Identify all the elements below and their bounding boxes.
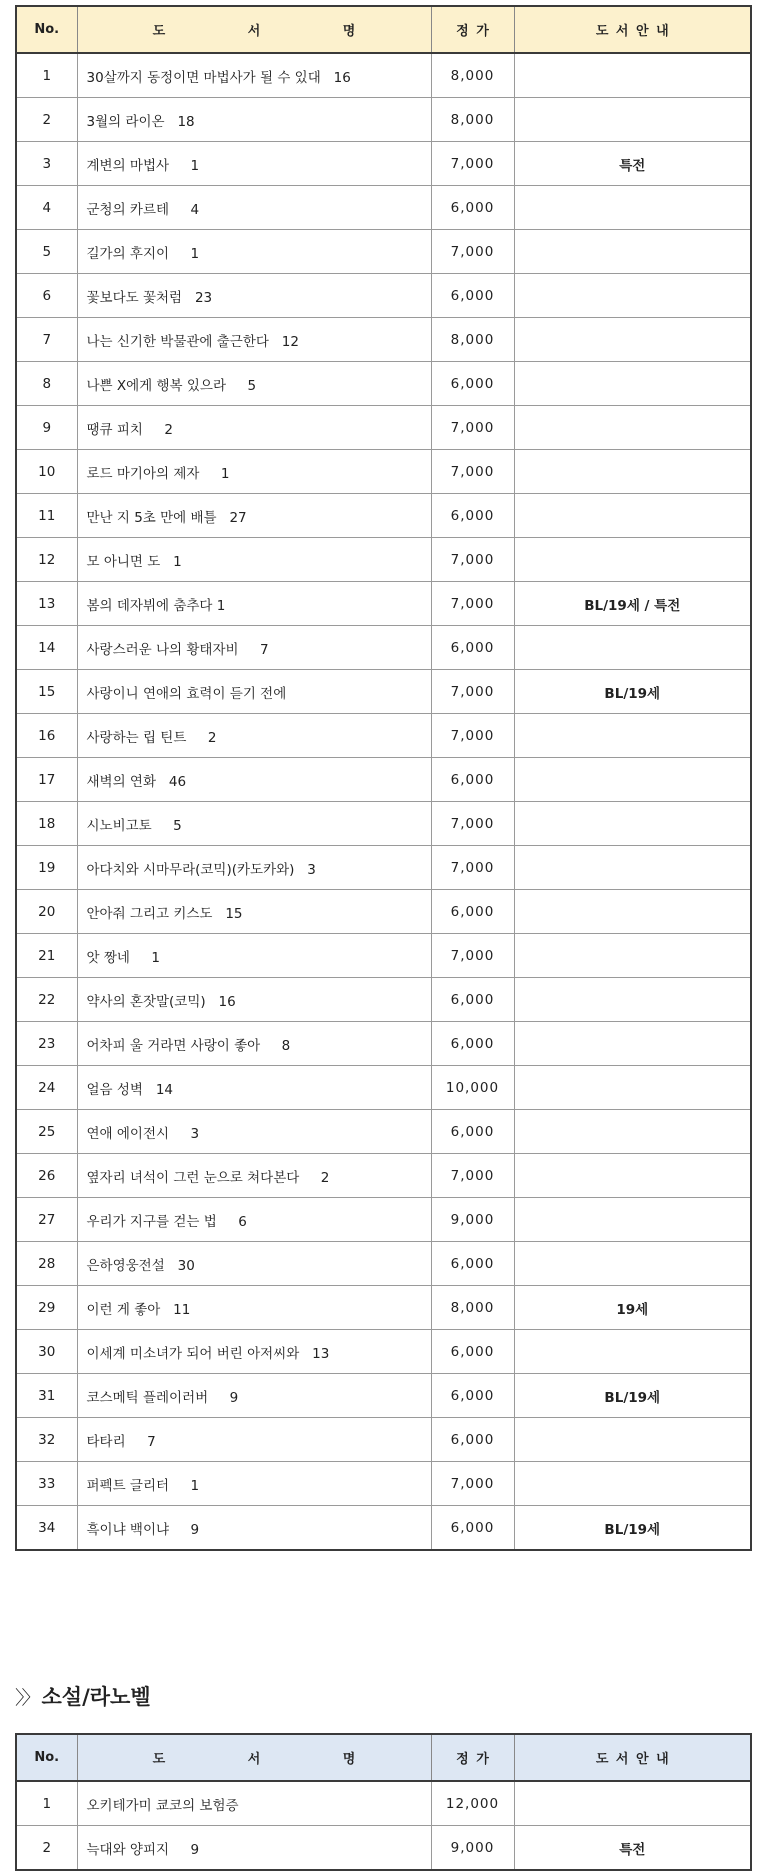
cell-info [514, 494, 751, 538]
cell-info [514, 538, 751, 582]
cell-info [514, 846, 751, 890]
cell-no: 23 [16, 1022, 77, 1066]
cell-price: 6,000 [431, 494, 514, 538]
cell-title: 코스메틱 플레이러버 9 [77, 1374, 431, 1418]
table-row [16, 142, 751, 186]
table-row [16, 450, 751, 494]
cell-no: 31 [16, 1374, 77, 1418]
cell-no: 27 [16, 1198, 77, 1242]
cell-title: 나는 신기한 박물관에 출근한다 12 [77, 318, 431, 362]
cell-no: 2 [16, 1826, 77, 1871]
cell-price: 7,000 [431, 802, 514, 846]
cell-price: 7,000 [431, 538, 514, 582]
novel-section-title: 소설/라노벨 [41, 1685, 151, 1709]
table-row [16, 1110, 751, 1154]
cell-title: 사랑이니 연애의 효력이 듣기 전에 [77, 670, 431, 714]
cell-info [514, 1462, 751, 1506]
table-row [16, 1781, 751, 1826]
cell-no: 24 [16, 1066, 77, 1110]
table-row [16, 318, 751, 362]
cell-info [514, 890, 751, 934]
table-row [16, 362, 751, 406]
cell-no: 1 [16, 53, 77, 98]
cell-info [514, 626, 751, 670]
cell-price: 6,000 [431, 1506, 514, 1551]
cell-info [514, 978, 751, 1022]
table-row [16, 1826, 751, 1871]
cell-info [514, 274, 751, 318]
cell-price: 6,000 [431, 890, 514, 934]
table-row [16, 1066, 751, 1110]
cell-no: 17 [16, 758, 77, 802]
table-row [16, 1242, 751, 1286]
table-row [16, 98, 751, 142]
cell-price: 8,000 [431, 1286, 514, 1330]
cell-info [514, 1330, 751, 1374]
header-title: 도 서 명 [77, 1734, 431, 1781]
cell-no: 19 [16, 846, 77, 890]
cell-info [514, 802, 751, 846]
cell-no: 10 [16, 450, 77, 494]
cell-no: 34 [16, 1506, 77, 1551]
table-row [16, 934, 751, 978]
cell-title: 꽃보다도 꽃처럼 23 [77, 274, 431, 318]
cell-no: 15 [16, 670, 77, 714]
cell-price: 7,000 [431, 1462, 514, 1506]
cell-price: 6,000 [431, 274, 514, 318]
cell-no: 32 [16, 1418, 77, 1462]
cell-price: 6,000 [431, 1418, 514, 1462]
table-row [16, 1198, 751, 1242]
cell-no: 1 [16, 1781, 77, 1826]
cell-price: 6,000 [431, 758, 514, 802]
header-price: 정 가 [431, 6, 514, 53]
cell-price: 6,000 [431, 1374, 514, 1418]
cell-title: 이세계 미소녀가 되어 버린 아저씨와 13 [77, 1330, 431, 1374]
cell-price: 10,000 [431, 1066, 514, 1110]
cell-title: 오키테가미 쿄코의 보험증 [77, 1781, 431, 1826]
cell-no: 2 [16, 98, 77, 142]
cell-no: 14 [16, 626, 77, 670]
cell-price: 6,000 [431, 1330, 514, 1374]
table-row [16, 1022, 751, 1066]
cell-title: 로드 마기아의 제자 1 [77, 450, 431, 494]
cell-price: 6,000 [431, 978, 514, 1022]
table-row [16, 186, 751, 230]
cell-no: 13 [16, 582, 77, 626]
cell-title: 안아줘 그리고 키스도 15 [77, 890, 431, 934]
table-row [16, 53, 751, 98]
table-row [16, 230, 751, 274]
header-info: 도 서 안 내 [514, 1734, 751, 1781]
table-row [16, 758, 751, 802]
cell-title: 땡큐 피치 2 [77, 406, 431, 450]
table-row [16, 1418, 751, 1462]
cell-title: 사랑스러운 나의 황태자비 7 [77, 626, 431, 670]
cell-no: 30 [16, 1330, 77, 1374]
cell-info [514, 362, 751, 406]
cell-info [514, 1066, 751, 1110]
cell-info [514, 98, 751, 142]
cell-price: 7,000 [431, 714, 514, 758]
cell-title: 타타리 7 [77, 1418, 431, 1462]
cell-price: 6,000 [431, 1242, 514, 1286]
double-chevron-right-icon: 〉〉 [15, 1686, 38, 1709]
cell-info [514, 1110, 751, 1154]
cell-title: 은하영웅전설 30 [77, 1242, 431, 1286]
table-row [16, 1154, 751, 1198]
cell-info: BL/19세 [514, 670, 751, 714]
cell-no: 21 [16, 934, 77, 978]
cell-title: 어차피 울 거라면 사랑이 좋아 8 [77, 1022, 431, 1066]
cell-info [514, 934, 751, 978]
cell-info [514, 186, 751, 230]
cell-price: 6,000 [431, 1022, 514, 1066]
cell-title: 길가의 후지이 1 [77, 230, 431, 274]
cell-no: 20 [16, 890, 77, 934]
cell-price: 7,000 [431, 934, 514, 978]
novel-section-heading [15, 1681, 151, 1711]
cell-info [514, 1418, 751, 1462]
table-row [16, 978, 751, 1022]
cell-no: 9 [16, 406, 77, 450]
header-info: 도 서 안 내 [514, 6, 751, 53]
cell-price: 7,000 [431, 230, 514, 274]
table-row [16, 1330, 751, 1374]
table-row [16, 890, 751, 934]
table-row [16, 802, 751, 846]
cell-title: 사랑하는 립 틴트 2 [77, 714, 431, 758]
table-row [16, 1374, 751, 1418]
cell-no: 12 [16, 538, 77, 582]
cell-price: 7,000 [431, 846, 514, 890]
cell-info [514, 1022, 751, 1066]
cell-info [514, 230, 751, 274]
table-row [16, 274, 751, 318]
cell-price: 7,000 [431, 670, 514, 714]
cell-price: 7,000 [431, 582, 514, 626]
cell-price: 8,000 [431, 318, 514, 362]
table-row [16, 1286, 751, 1330]
table-row [16, 494, 751, 538]
cell-no: 29 [16, 1286, 77, 1330]
cell-info [514, 406, 751, 450]
cell-price: 7,000 [431, 406, 514, 450]
cell-no: 16 [16, 714, 77, 758]
comics-table-body [16, 53, 751, 1550]
cell-info [514, 1154, 751, 1198]
cell-no: 11 [16, 494, 77, 538]
cell-price: 6,000 [431, 362, 514, 406]
cell-info [514, 758, 751, 802]
cell-info: BL/19세 / 특전 [514, 582, 751, 626]
cell-no: 5 [16, 230, 77, 274]
cell-title: 봄의 데자뷔에 춤추다 1 [77, 582, 431, 626]
cell-title: 나쁜 X에게 행복 있으라 5 [77, 362, 431, 406]
cell-price: 6,000 [431, 1110, 514, 1154]
cell-title: 퍼펙트 글리터 1 [77, 1462, 431, 1506]
table-row [16, 846, 751, 890]
cell-no: 7 [16, 318, 77, 362]
cell-info: BL/19세 [514, 1374, 751, 1418]
cell-info [514, 53, 751, 98]
cell-title: 군청의 카르테 4 [77, 186, 431, 230]
table-header-row [16, 6, 751, 53]
cell-no: 22 [16, 978, 77, 1022]
cell-info [514, 1781, 751, 1826]
cell-price: 6,000 [431, 186, 514, 230]
cell-no: 6 [16, 274, 77, 318]
cell-title: 우리가 지구를 걷는 법 6 [77, 1198, 431, 1242]
cell-title: 이런 게 좋아 11 [77, 1286, 431, 1330]
cell-info [514, 1198, 751, 1242]
cell-price: 8,000 [431, 53, 514, 98]
cell-title: 얼음 성벽 14 [77, 1066, 431, 1110]
cell-info [514, 318, 751, 362]
cell-info: 특전 [514, 1826, 751, 1871]
header-price: 정 가 [431, 1734, 514, 1781]
cell-info [514, 1242, 751, 1286]
cell-title: 시노비고토 5 [77, 802, 431, 846]
cell-title: 연애 에이전시 3 [77, 1110, 431, 1154]
cell-title: 만난 지 5초 만에 배틀 27 [77, 494, 431, 538]
cell-price: 9,000 [431, 1198, 514, 1242]
cell-no: 3 [16, 142, 77, 186]
cell-no: 25 [16, 1110, 77, 1154]
cell-price: 6,000 [431, 626, 514, 670]
header-no: No. [16, 1734, 77, 1781]
cell-no: 8 [16, 362, 77, 406]
cell-no: 4 [16, 186, 77, 230]
header-no: No. [16, 6, 77, 53]
cell-price: 8,000 [431, 98, 514, 142]
cell-title: 옆자리 녀석이 그런 눈으로 쳐다본다 2 [77, 1154, 431, 1198]
cell-title: 모 아니면 도 1 [77, 538, 431, 582]
novels-table-body [16, 1781, 751, 1870]
table-row [16, 1506, 751, 1551]
cell-price: 7,000 [431, 1154, 514, 1198]
cell-price: 12,000 [431, 1781, 514, 1826]
table-row [16, 1462, 751, 1506]
table-row [16, 538, 751, 582]
table-row [16, 406, 751, 450]
comics-table [15, 5, 752, 1551]
cell-no: 28 [16, 1242, 77, 1286]
cell-title: 흑이냐 백이냐 9 [77, 1506, 431, 1551]
header-title: 도 서 명 [77, 6, 431, 53]
cell-title: 약사의 혼잣말(코믹) 16 [77, 978, 431, 1022]
cell-info: 특전 [514, 142, 751, 186]
cell-info [514, 714, 751, 758]
cell-title: 늑대와 양피지 9 [77, 1826, 431, 1871]
cell-price: 9,000 [431, 1826, 514, 1871]
table-row [16, 714, 751, 758]
cell-no: 33 [16, 1462, 77, 1506]
table-row [16, 626, 751, 670]
cell-info: 19세 [514, 1286, 751, 1330]
novels-table [15, 1733, 752, 1871]
cell-title: 3월의 라이온 18 [77, 98, 431, 142]
table-header-row [16, 1734, 751, 1781]
cell-price: 7,000 [431, 142, 514, 186]
cell-price: 7,000 [431, 450, 514, 494]
table-row [16, 670, 751, 714]
cell-title: 앗 짱네 1 [77, 934, 431, 978]
cell-info [514, 450, 751, 494]
cell-info: BL/19세 [514, 1506, 751, 1551]
table-row [16, 582, 751, 626]
cell-title: 새벽의 연화 46 [77, 758, 431, 802]
cell-no: 18 [16, 802, 77, 846]
cell-no: 26 [16, 1154, 77, 1198]
cell-title: 계변의 마법사 1 [77, 142, 431, 186]
cell-title: 아다치와 시마무라(코믹)(카도카와) 3 [77, 846, 431, 890]
cell-title: 30살까지 동정이면 마법사가 될 수 있대 16 [77, 53, 431, 98]
